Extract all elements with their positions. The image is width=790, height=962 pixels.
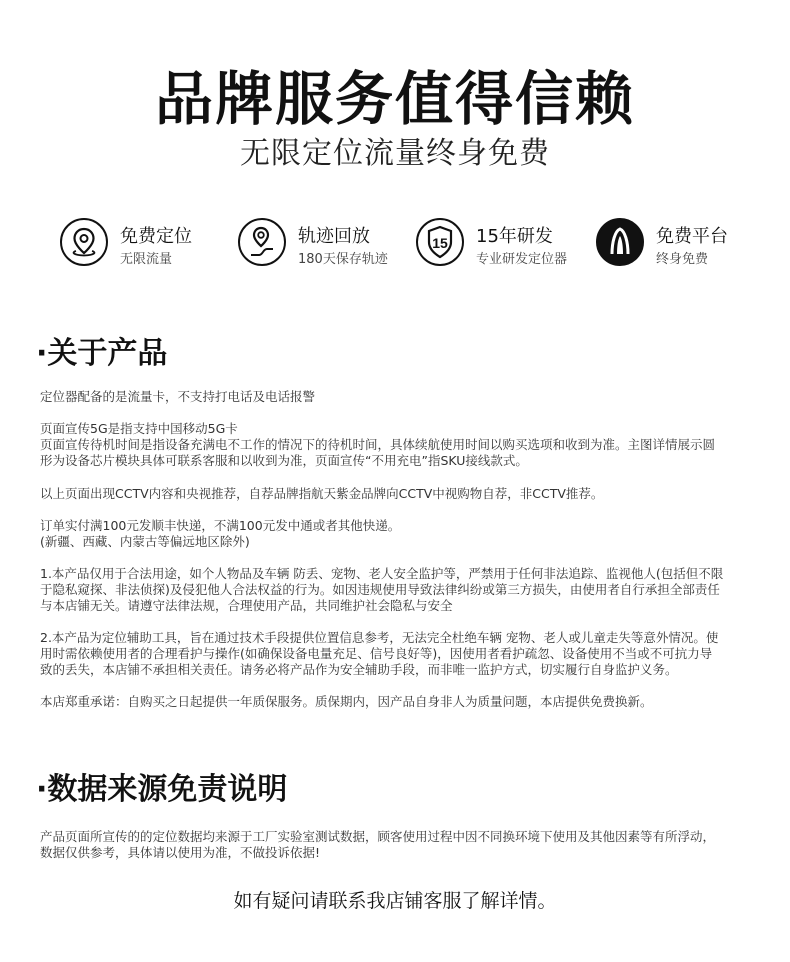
badge-15-icon (416, 218, 464, 266)
about-paragraph (40, 566, 772, 614)
about-paragraph (40, 694, 772, 710)
feature-row (0, 214, 790, 274)
paragraph-line: 以上页面出现CCTV内容和央视推荐，自荐品牌指航天紫金品牌向CCTV中视购物自荐，非CCTV推荐。 (40, 486, 604, 501)
platform-icon (596, 218, 644, 266)
about-paragraph (40, 486, 772, 502)
paragraph-line: 定位器配备的是流量卡，不支持打电话及电话报警 (40, 389, 316, 404)
paragraph-line: 本店郑重承诺：自购买之日起提供一年质保服务。质保期内，因产品自身非人为质量问题，本店提供免费换新。 (40, 694, 653, 709)
paragraph-line: (新疆、西藏、内蒙古等偏远地区除外) (40, 534, 250, 549)
paragraph-line: 页面宣传待机时间是指设备充满电不工作的情况下的待机时间，具体续航使用时间以购买选项和收到为准。主图详情展示圆 (40, 437, 716, 452)
feature-subtitle: 终身免费 (656, 252, 709, 267)
disclaimer-heading: ·数据来源免责说明 (36, 772, 288, 807)
feature-subtitle: 专业研发定位器 (476, 252, 568, 267)
feature-title: 免费定位 (120, 226, 192, 247)
paragraph-line: 订单实付满100元发顺丰快递，不满100元发中通或者其他快递。 (40, 518, 401, 533)
about-paragraph (40, 518, 772, 550)
about-paragraph (40, 421, 772, 469)
about-paragraph (40, 630, 772, 678)
location-pin-icon (60, 218, 108, 266)
paragraph-line: 致的丢失，本店铺不承担相关责任。请务必将产品作为安全辅助手段，而非唯一监护方式，切实履行自身监护义务。 (40, 662, 678, 677)
page-subtitle: 无限定位流量终身免费 (240, 136, 550, 171)
feature-title: 免费平台 (656, 226, 728, 247)
feature-title: 15年研发 (476, 226, 553, 247)
paragraph-line: 页面宣传5G是指支持中国移动5G卡 (40, 421, 238, 436)
badge-15-text: 15 (432, 235, 448, 251)
page-title: 品牌服务值得信赖 (154, 65, 635, 133)
paragraph-line: 用时需依赖使用者的合理看护与操作(如确保设备电量充足、信号良好等)，因使用者看护疏忽、设备使用不当或不可抗力导 (40, 646, 713, 661)
paragraph-line: 与本店铺无关。请遵守法律法规，合理使用产品，共同维护社会隐私与安全 (40, 598, 453, 613)
paragraph-line: 1.本产品仅用于合法用途，如个人物品及车辆 防丢、宠物、老人安全监护等，严禁用于任何非法追踪、监视他人(包括但不限 (40, 566, 724, 581)
about-paragraph (40, 389, 772, 405)
paragraph-line: 于隐私窥探、非法侦探)及侵犯他人合法权益的行为。如因违规使用导致法律纠纷或第三方损失，由使用者自行承担全部责任 (40, 582, 720, 597)
disclaimer-paragraph (40, 829, 772, 861)
paragraph-line: 数据仅供参考，具体请以使用为准，不做投诉依据! (40, 845, 321, 860)
feature-subtitle: 无限流量 (120, 252, 173, 267)
feature-title: 轨迹回放 (298, 226, 370, 247)
contact-footer: 如有疑问请联系我店铺客服了解详情。 (233, 890, 557, 912)
paragraph-line: 2.本产品为定位辅助工具，旨在通过技术手段提供位置信息参考，无法完全杜绝车辆 宠物、老人或儿童走失等意外情况。使 (40, 630, 719, 645)
feature-subtitle: 180天保存轨迹 (298, 252, 388, 267)
track-route-icon (238, 218, 286, 266)
about-heading: ·关于产品 (36, 336, 168, 371)
paragraph-line: 产品页面所宣传的的定位数据均来源于工厂实验室测试数据，顾客使用过程中因不同换环境下使用及其他因素等有所浮动， (40, 829, 716, 844)
paragraph-line: 形为设备芯片模块具体可联系客服和以收到为准，页面宣传“不用充电”指SKU接线款式。 (40, 453, 528, 468)
